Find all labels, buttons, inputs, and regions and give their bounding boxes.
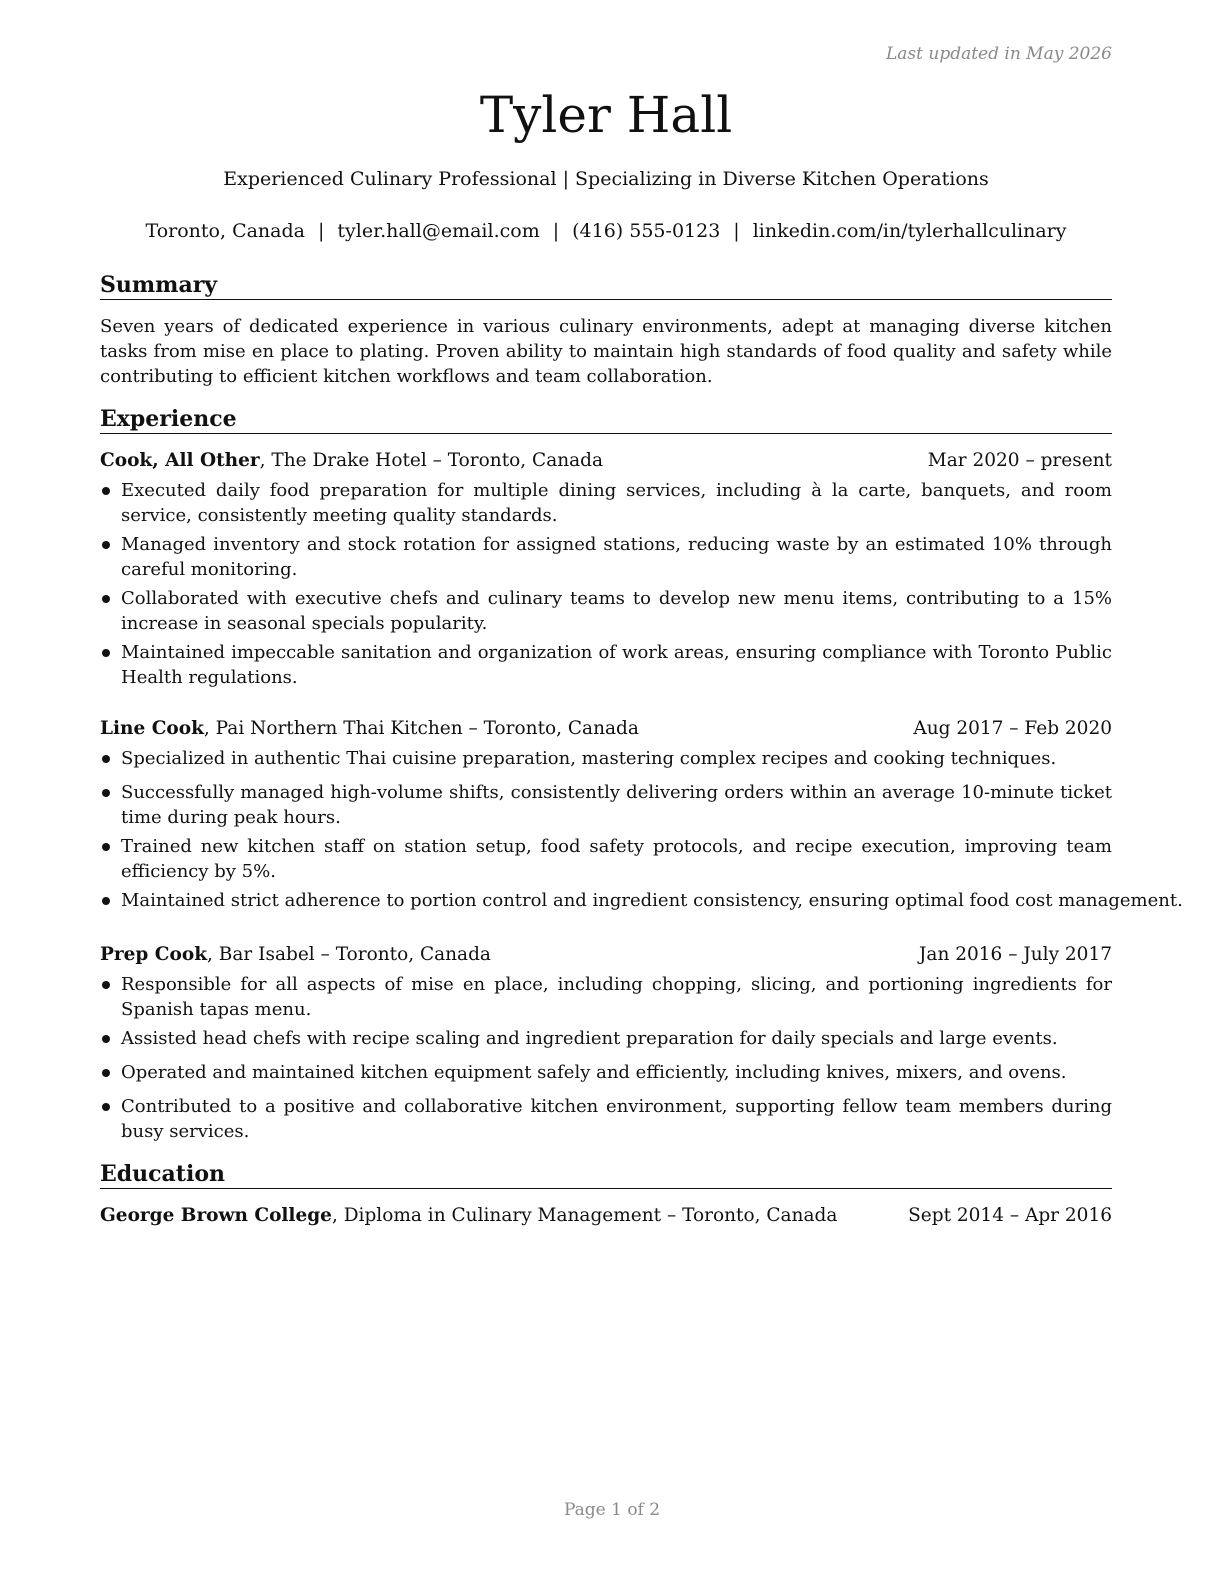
bullet-text: Assisted head chefs with recipe scaling and ingredient preparation for daily specials and large events.	[121, 1028, 1058, 1049]
bullet-text: Successfully managed high-volume shifts, consistently delivering orders within an average 10-minute ticket time during peak hours.	[121, 782, 1112, 828]
tagline: Experienced Culinary Professional | Specializing in Diverse Kitchen Operations	[223, 168, 989, 190]
job-org: , The Drake Hotel – Toronto, Canada	[259, 450, 604, 471]
bullet-item	[100, 780, 1112, 830]
bullet-icon	[102, 1103, 110, 1111]
bullet-icon	[102, 1035, 110, 1043]
job-bullets	[100, 746, 1183, 917]
bullet-item	[100, 478, 1112, 528]
bullet-item	[100, 586, 1112, 636]
bullet-icon	[102, 789, 110, 797]
bullet-item	[100, 640, 1112, 690]
experience-heading: Experience	[100, 405, 1112, 434]
bullet-item	[100, 834, 1112, 884]
bullet-icon	[102, 541, 110, 549]
bullet-icon	[102, 897, 110, 905]
bullet-text: Contributed to a positive and collaborative kitchen environment, supporting fellow team members during busy services.	[121, 1096, 1112, 1142]
contact-separator: |	[733, 220, 740, 242]
bullet-text: Managed inventory and stock rotation for assigned stations, reducing waste by an estimated 10% through careful monitoring.	[121, 534, 1112, 580]
job-header	[100, 716, 1112, 742]
bullet-item	[100, 746, 1112, 771]
bullet-text: Maintained impeccable sanitation and organization of work areas, ensuring compliance with Toronto Public Health regulations.	[121, 642, 1112, 688]
contact-separator: |	[317, 220, 325, 242]
last-updated-note: Last updated in May 2026	[885, 44, 1112, 64]
job-org: , Pai Northern Thai Kitchen – Toronto, Canada	[203, 718, 639, 739]
contact-linkedin[interactable]: linkedin.com/in/tylerhallculinary	[752, 220, 1067, 242]
bullet-icon	[102, 755, 110, 763]
job-role: Line Cook	[100, 718, 204, 739]
bullet-text: Operated and maintained kitchen equipment safely and efficiently, including knives, mixers, and ovens.	[121, 1062, 1067, 1083]
bullet-item	[100, 1026, 1112, 1051]
contact-line	[100, 218, 1112, 244]
contact-location: Toronto, Canada	[145, 220, 305, 242]
job-org: , Bar Isabel – Toronto, Canada	[207, 944, 491, 965]
job-header	[100, 448, 1112, 474]
school-name: George Brown College	[100, 1205, 332, 1226]
job-bullets	[100, 972, 1112, 1148]
candidate-name: Tyler Hall	[479, 86, 733, 144]
contact-email[interactable]: tyler.hall@email.com	[337, 220, 540, 242]
bullet-text: Maintained strict adherence to portion control and ingredient consistency, ensuring optimal food cost management.	[121, 890, 1183, 911]
education-detail: , Diploma in Culinary Management – Toronto, Canada	[331, 1205, 838, 1226]
bullet-icon	[102, 649, 110, 657]
job-role: Prep Cook	[100, 944, 208, 965]
bullet-icon	[102, 1069, 110, 1077]
bullet-item	[100, 888, 1183, 913]
job-dates: Jan 2016 – July 2017	[919, 944, 1112, 965]
bullet-item	[100, 972, 1112, 1022]
bullet-item	[100, 532, 1112, 582]
job-dates: Aug 2017 – Feb 2020	[913, 718, 1112, 739]
job-bullets	[100, 478, 1112, 694]
bullet-text: Specialized in authentic Thai cuisine preparation, mastering complex recipes and cooking techniques.	[121, 748, 1057, 769]
education-heading: Education	[100, 1160, 1112, 1189]
education-entry	[100, 1203, 1112, 1229]
bullet-item	[100, 1060, 1112, 1085]
bullet-icon	[102, 981, 110, 989]
bullet-icon	[102, 487, 110, 495]
contact-separator: |	[552, 220, 560, 242]
bullet-text: Executed daily food preparation for multiple dining services, including à la carte, banquets, and room service, consistently meeting quality standards.	[121, 480, 1112, 526]
bullet-icon	[102, 843, 110, 851]
summary-text: Seven years of dedicated experience in various culinary environments, adept at managing diverse kitchen tasks from mise en place to plating. Proven ability to maintain high standards of food quality and safety while contributing to efficient kitchen workflows and team collaboration.	[100, 316, 1112, 387]
contact-phone[interactable]: (416) 555-0123	[572, 220, 721, 242]
job-header	[100, 942, 1112, 968]
bullet-text: Responsible for all aspects of mise en place, including chopping, slicing, and portioning ingredients for Spanish tapas menu.	[121, 974, 1112, 1020]
bullet-item	[100, 1094, 1112, 1144]
page-number: Page 1 of 2	[563, 1500, 661, 1520]
job-dates: Mar 2020 – present	[927, 450, 1112, 471]
education-dates: Sept 2014 – Apr 2016	[908, 1205, 1112, 1226]
resume-page	[100, 0, 1183, 1584]
bullet-icon	[102, 595, 110, 603]
bullet-text: Collaborated with executive chefs and culinary teams to develop new menu items, contributing to a 15% increase in seasonal specials popularity.	[121, 588, 1112, 634]
summary-heading: Summary	[100, 271, 1112, 300]
job-role: Cook, All Other	[100, 450, 260, 471]
bullet-text: Trained new kitchen staff on station setup, food safety protocols, and recipe execution, improving team efficiency by 5%.	[121, 836, 1112, 882]
